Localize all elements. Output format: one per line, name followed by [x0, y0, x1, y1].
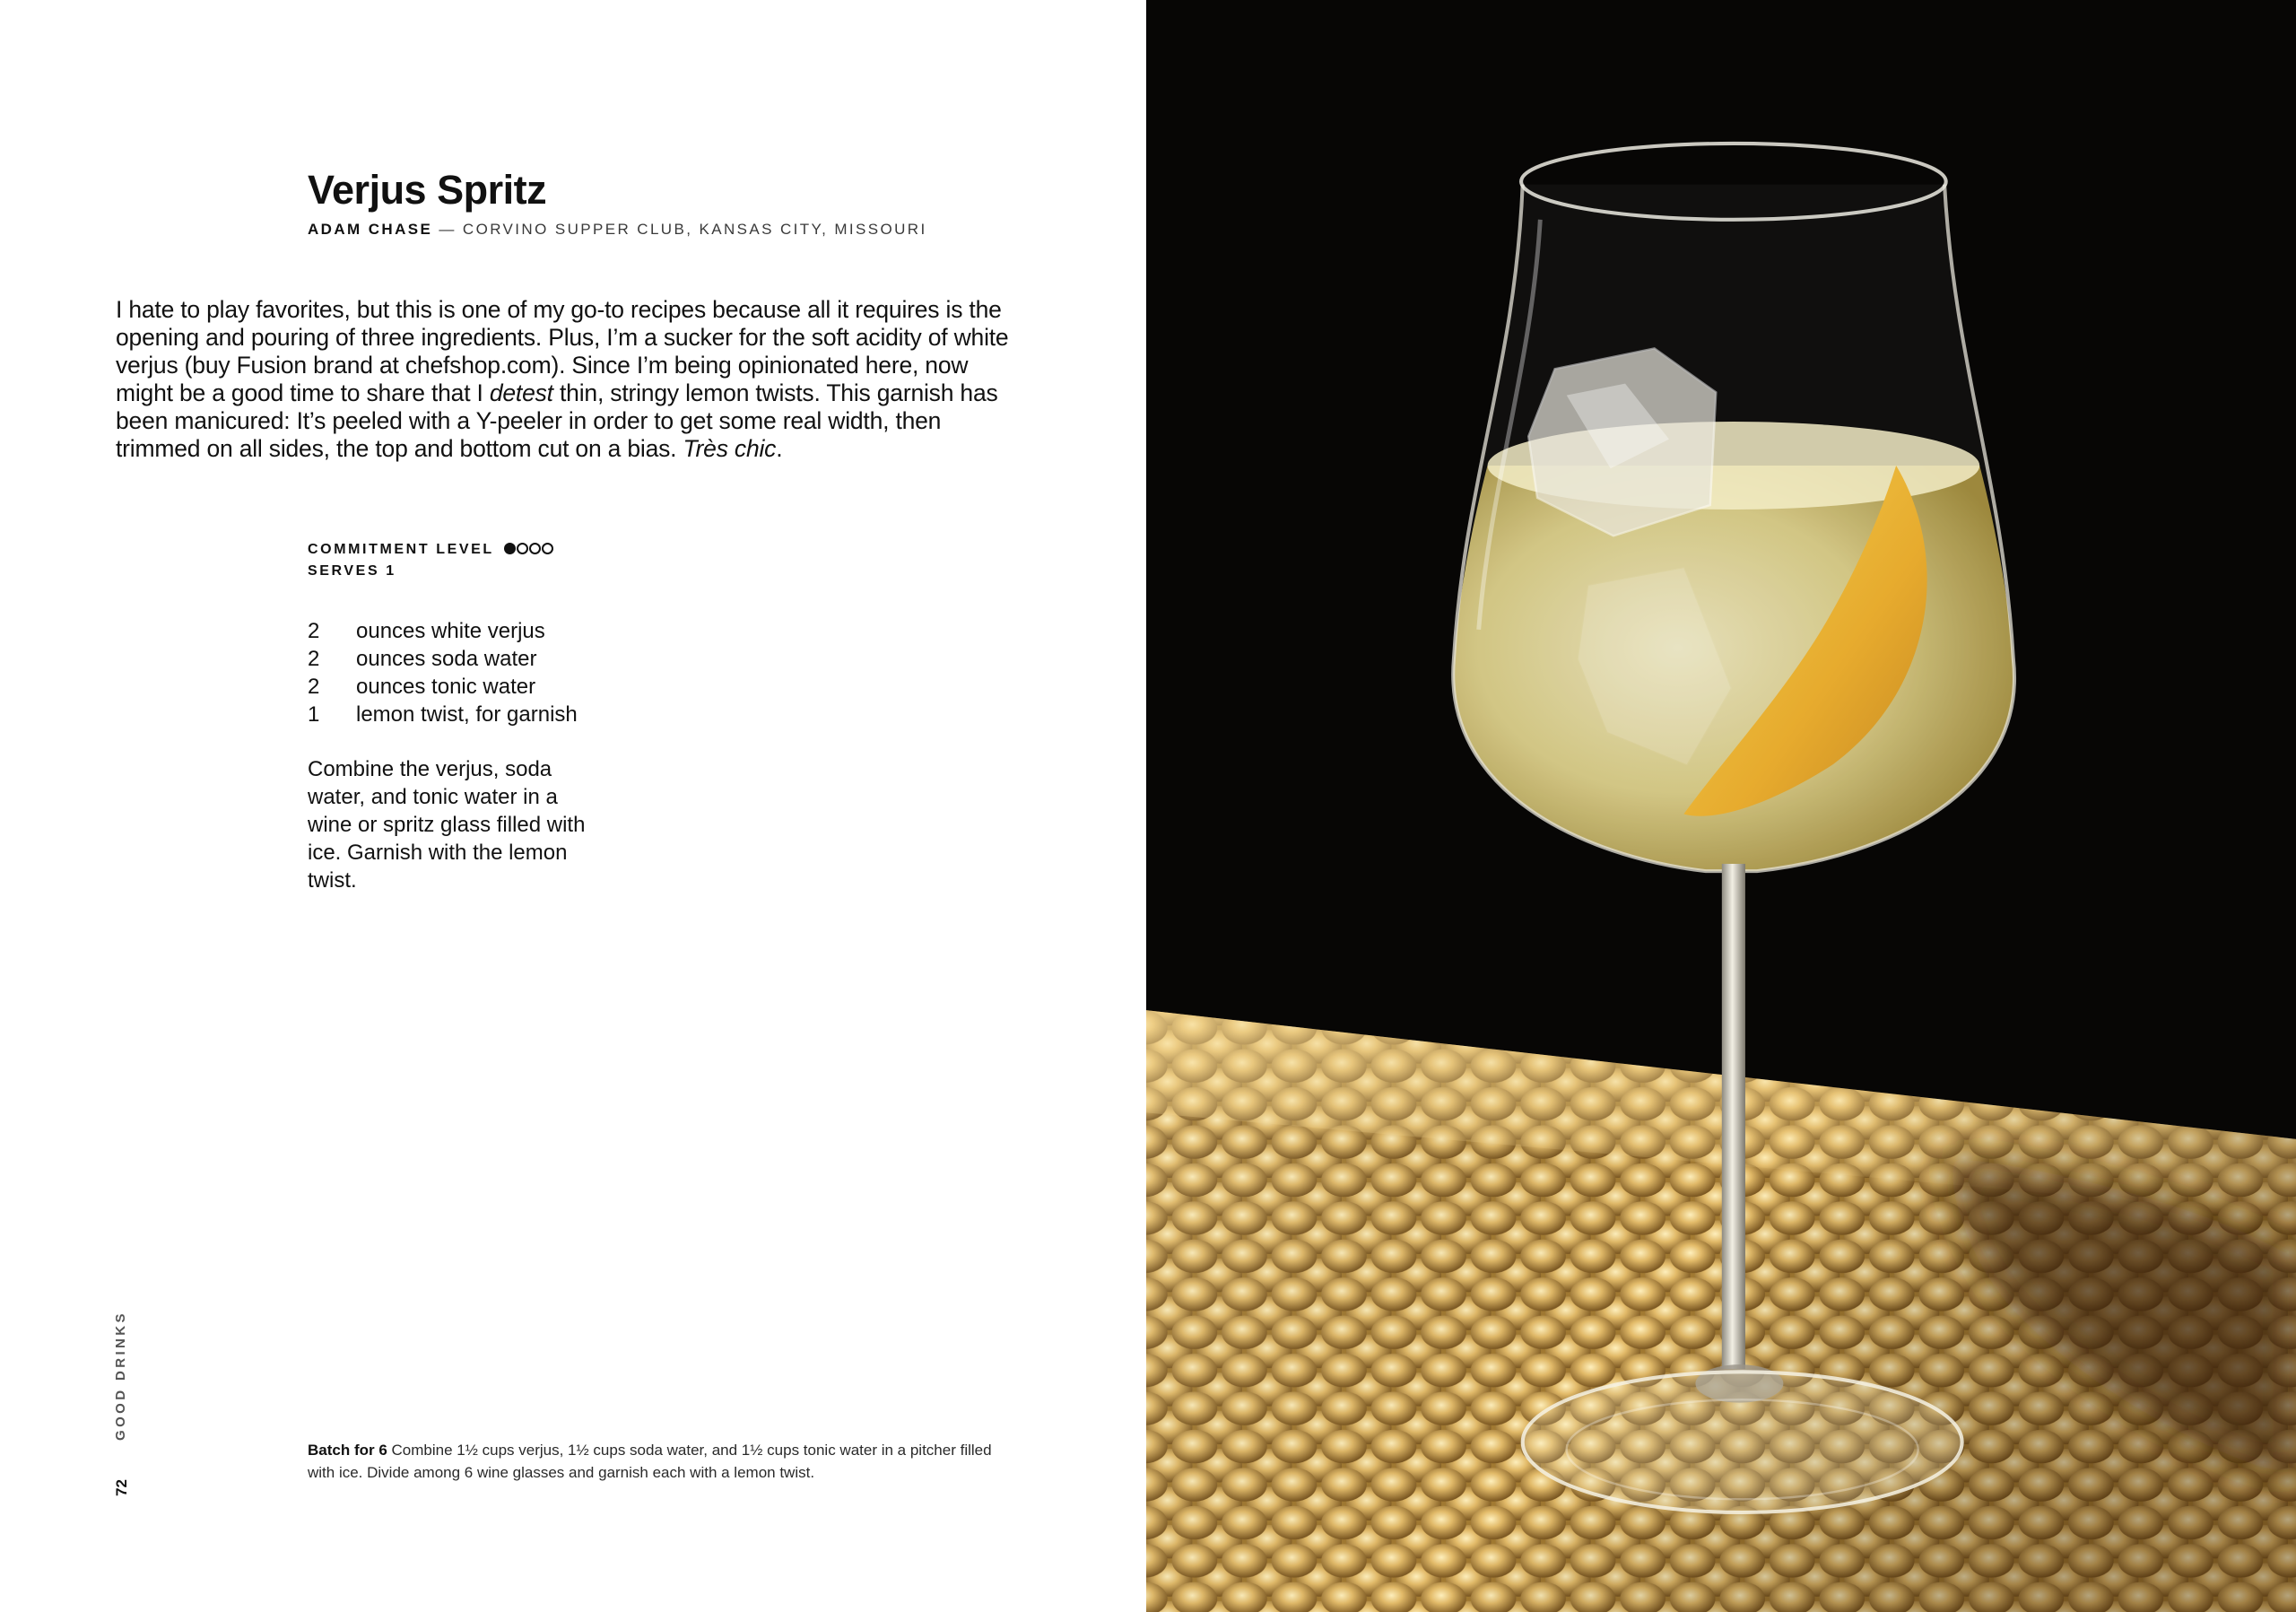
glass-base: [1523, 1372, 1962, 1512]
intro-emphasis: Très chic: [683, 435, 777, 462]
commitment-dot: [529, 543, 541, 554]
intro-emphasis: detest: [489, 379, 553, 406]
running-section-title: GOOD DRINKS: [113, 1311, 128, 1442]
commitment-label: COMMITMENT LEVEL: [308, 542, 494, 557]
cocktail-photo: [1146, 0, 2296, 1612]
ingredient-qty: 2: [308, 675, 320, 699]
ingredient-qty: 2: [308, 647, 320, 671]
ingredient-row: [308, 645, 578, 673]
byline-affiliation: CORVINO SUPPER CLUB, KANSAS CITY, MISSOURI: [462, 221, 927, 238]
page-number: 72: [113, 1479, 130, 1497]
ingredient-item: lemon twist, for garnish: [356, 702, 578, 727]
glass-stem: [1722, 864, 1745, 1369]
ingredient-item: ounces white verjus: [356, 619, 545, 643]
commitment-dot: [504, 543, 516, 554]
commitment-dot: [517, 543, 528, 554]
recipe-title: Verjus Spritz: [308, 167, 547, 213]
batch-note: [308, 1439, 1007, 1484]
ingredient-item: ounces soda water: [356, 647, 537, 671]
intro-paragraph: [116, 296, 1029, 463]
recipe-meta: [308, 539, 554, 581]
batch-label: Batch for 6: [308, 1442, 387, 1459]
byline-separator: —: [432, 221, 463, 238]
ingredient-row: [308, 673, 578, 701]
ingredient-row: [308, 617, 578, 645]
ingredient-item: ounces tonic water: [356, 675, 536, 699]
commitment-level: [308, 539, 554, 561]
ingredient-qty: 1: [308, 702, 320, 727]
left-page: [0, 0, 1146, 1612]
method-paragraph: Combine the verjus, soda water, and tonic water in a wine or spritz glass filled with ice. Garnish with the lemon twist.: [308, 757, 586, 893]
byline-author: ADAM CHASE: [308, 221, 433, 238]
intro-text: I hate to play favorites, but this is one of my go-to recipes because all it requires is the opening and pouring of three ingredients. Plus, I’m a sucker for the soft acidity of white verjus (buy Fusion brand at chefshop.com). Since I’m being opinionated here, now might be a good time to share that I: [116, 296, 1009, 406]
commitment-dots: [504, 540, 554, 561]
intro-text: .: [776, 435, 783, 462]
intro-text: thin, stringy lemon twists. This garnish has been manicured: It’s peeled with a Y-peeler in order to get some real width, then trimmed on all sides, the top and bottom cut on a bias.: [116, 379, 998, 462]
ingredient-qty: 2: [308, 619, 320, 643]
byline: [308, 221, 927, 239]
serves: SERVES 1: [308, 563, 396, 579]
commitment-dot: [542, 543, 553, 554]
glass-bowl: [1453, 185, 2014, 871]
ingredient-list: [308, 617, 578, 728]
batch-text: Combine 1½ cups verjus, 1½ cups soda water, and 1½ cups tonic water in a pitcher filled with ice. Divide among 6 wine glasses and garnish each with a lemon twist.: [308, 1442, 992, 1481]
ingredient-row: [308, 701, 578, 728]
